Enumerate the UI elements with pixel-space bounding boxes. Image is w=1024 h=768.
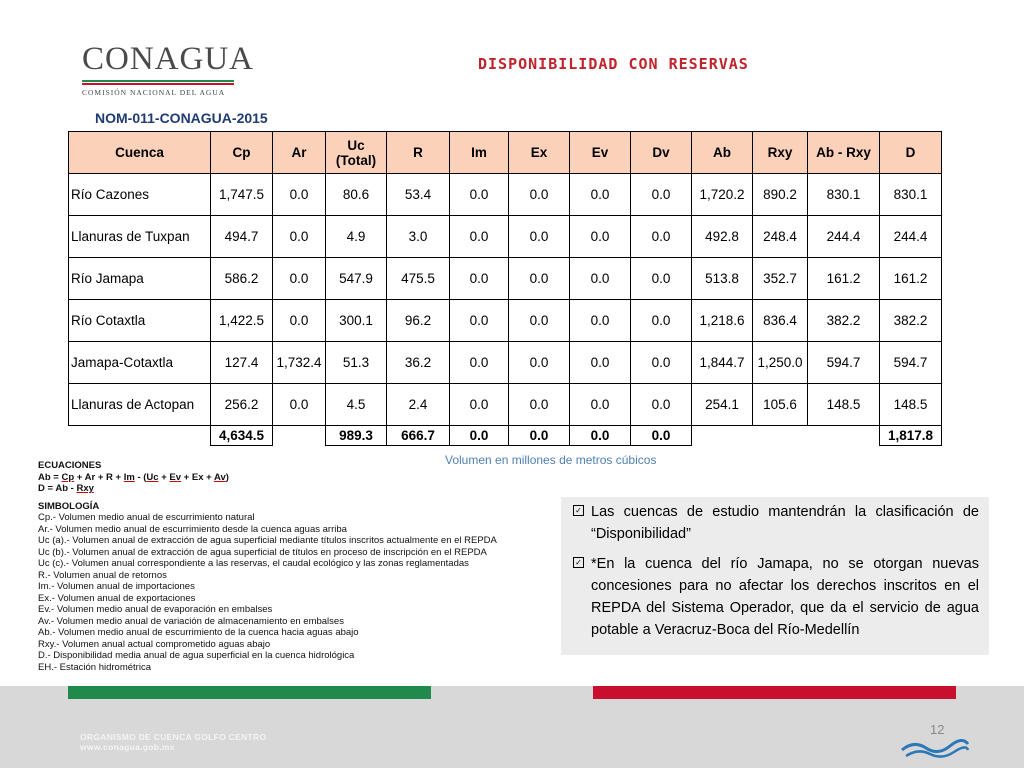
- table-cell: 492.8: [692, 216, 753, 258]
- table-cell: 1,844.7: [692, 342, 753, 384]
- header-dv: Dv: [631, 132, 692, 174]
- table-cell: 0.0: [631, 384, 692, 426]
- table-cell: 0.0: [570, 216, 631, 258]
- total-cell: 0.0: [631, 426, 692, 446]
- notes-box: [561, 497, 989, 655]
- logo-red-line: [82, 83, 234, 85]
- footer-red-bar: [593, 686, 956, 699]
- header-cuenca: Cuenca: [69, 132, 211, 174]
- table-cell: 352.7: [753, 258, 808, 300]
- table-cell: 0.0: [631, 342, 692, 384]
- table-cell: 0.0: [631, 258, 692, 300]
- header-rxy: Rxy: [753, 132, 808, 174]
- table-cell: 0.0: [509, 258, 570, 300]
- table-cell: 382.2: [880, 300, 942, 342]
- total-cell: 666.7: [387, 426, 450, 446]
- table-cell: 161.2: [880, 258, 942, 300]
- equation-d: D = Ab - Rxy: [38, 483, 94, 494]
- symbology-line: D.- Disponibilidad media anual de agua superficial en la cuenca hidrológica: [38, 650, 355, 661]
- symbology-line: EH.- Estación hidrométrica: [38, 661, 151, 673]
- table-cell: 254.1: [692, 384, 753, 426]
- table-cell: 36.2: [387, 342, 450, 384]
- total-cell: [273, 426, 326, 446]
- table-cell: 0.0: [570, 174, 631, 216]
- table-cell: 161.2: [808, 258, 880, 300]
- table-cell: 96.2: [387, 300, 450, 342]
- symbology-line: Av.- Volumen medio anual de variación de almacenamiento en embalses: [38, 615, 344, 627]
- total-cell: [753, 426, 808, 446]
- table-row: [69, 216, 942, 258]
- cell-cuenca: Jamapa-Cotaxtla: [69, 342, 211, 384]
- table-cell: 1,732.4: [273, 342, 326, 384]
- total-cell: 989.3: [326, 426, 387, 446]
- header-ar: Ar: [273, 132, 326, 174]
- table-cell: 53.4: [387, 174, 450, 216]
- cell-cuenca: Río Cazones: [69, 174, 211, 216]
- cell-cuenca: Río Jamapa: [69, 258, 211, 300]
- cell-cuenca: Río Cotaxtla: [69, 300, 211, 342]
- symbology-line: R.- Volumen anual de retornos: [38, 569, 167, 581]
- table-cell: 0.0: [509, 384, 570, 426]
- table-cell: 148.5: [880, 384, 942, 426]
- table-cell: 1,218.6: [692, 300, 753, 342]
- header-cp: Cp: [211, 132, 273, 174]
- norm-label: NOM-011-CONAGUA-2015: [95, 110, 268, 126]
- total-cell: [69, 426, 211, 446]
- total-cell: [692, 426, 753, 446]
- table-cell: 0.0: [509, 174, 570, 216]
- header-uc: Uc (Total): [326, 132, 387, 174]
- footer-organization: [80, 732, 266, 752]
- table-cell: 0.0: [273, 300, 326, 342]
- table-row: [69, 174, 942, 216]
- table-cell: 0.0: [450, 300, 509, 342]
- table-row: [69, 342, 942, 384]
- table-cell: 300.1: [326, 300, 387, 342]
- table-cell: 382.2: [808, 300, 880, 342]
- header-ev: Ev: [570, 132, 631, 174]
- table-header-row: [69, 132, 942, 174]
- slide-title: DISPONIBILIDAD CON RESERVAS: [478, 55, 749, 73]
- total-cell: [808, 426, 880, 446]
- symbology-line: Ev.- Volumen medio anual de evaporación en embalses: [38, 604, 273, 615]
- table-cell: 1,250.0: [753, 342, 808, 384]
- equations-block: [38, 460, 558, 673]
- symbology-list: [38, 512, 558, 673]
- table-cell: 244.4: [880, 216, 942, 258]
- equation-ab: Ab = Cp + Ar + R + Im - (Uc + Ev + Ex + Av): [38, 471, 229, 483]
- table-cell: 0.0: [570, 384, 631, 426]
- table-cell: 830.1: [880, 174, 942, 216]
- header-d: D: [880, 132, 942, 174]
- header-ab: Ab: [692, 132, 753, 174]
- table-cell: 0.0: [273, 258, 326, 300]
- symbology-line: Im.- Volumen anual de importaciones: [38, 581, 195, 592]
- table-cell: 127.4: [211, 342, 273, 384]
- checkbox-bullet-icon: ✓: [573, 557, 584, 568]
- note-item: [573, 501, 979, 545]
- table-cell: 0.0: [273, 174, 326, 216]
- org-website: www.conagua.gob.mx: [80, 742, 175, 752]
- checkbox-bullet-icon: ✓: [573, 505, 584, 516]
- total-cell: 4,634.5: [211, 426, 273, 446]
- table-cell: 0.0: [273, 216, 326, 258]
- wave-logo-icon: [900, 738, 970, 760]
- header-ab-rxy: Ab - Rxy: [808, 132, 880, 174]
- table-cell: 0.0: [450, 384, 509, 426]
- note-text: Las cuencas de estudio mantendrán la clasificación de “Disponibilidad”: [591, 504, 979, 542]
- symbology-line: Uc (b).- Volumen anual de extracción de agua superficial de títulos en proceso de inscripción en el REPDA: [38, 546, 487, 558]
- table-cell: 494.7: [211, 216, 273, 258]
- table-cell: 0.0: [450, 216, 509, 258]
- logo-wordmark: CONAGUA: [82, 41, 254, 77]
- table-cell: 0.0: [509, 300, 570, 342]
- note-text: *En la cuenca del río Jamapa, no se otorgan nuevas concesiones para no afectar los derechos inscritos en el REPDA del Sistema Operador, que da el servicio de agua potable a Veracruz-Boca del Río-Medellín: [591, 556, 979, 638]
- table-cell: 0.0: [570, 300, 631, 342]
- table-cell: 256.2: [211, 384, 273, 426]
- table-cell: 547.9: [326, 258, 387, 300]
- table-cell: 0.0: [509, 216, 570, 258]
- availability-table: [68, 131, 942, 446]
- table-cell: 244.4: [808, 216, 880, 258]
- table-cell: 0.0: [631, 216, 692, 258]
- table-row: [69, 258, 942, 300]
- table-cell: 0.0: [631, 300, 692, 342]
- table-cell: 594.7: [880, 342, 942, 384]
- table-cell: 51.3: [326, 342, 387, 384]
- table-cell: 4.5: [326, 384, 387, 426]
- table-cell: 830.1: [808, 174, 880, 216]
- total-cell: 0.0: [570, 426, 631, 446]
- total-cell: 1,817.8: [880, 426, 942, 446]
- table-cell: 0.0: [450, 258, 509, 300]
- table-cell: 0.0: [570, 342, 631, 384]
- table-cell: 80.6: [326, 174, 387, 216]
- table-cell: 0.0: [450, 174, 509, 216]
- symbology-line: Ab.- Volumen medio anual de escurrimiento de la cuenca hacia aguas abajo: [38, 627, 359, 638]
- note-item: [573, 553, 979, 641]
- table-cell: 475.5: [387, 258, 450, 300]
- table-cell: 0.0: [570, 258, 631, 300]
- cell-cuenca: Llanuras de Actopan: [69, 384, 211, 426]
- symbology-line: Ar.- Volumen medio anual de escurrimiento desde la cuenca aguas arriba: [38, 523, 347, 535]
- table-cell: 148.5: [808, 384, 880, 426]
- table-cell: 594.7: [808, 342, 880, 384]
- table-cell: 513.8: [692, 258, 753, 300]
- table-cell: 248.4: [753, 216, 808, 258]
- table-cell: 4.9: [326, 216, 387, 258]
- conagua-logo: [68, 33, 254, 97]
- table-cell: 586.2: [211, 258, 273, 300]
- table-cell: 1,720.2: [692, 174, 753, 216]
- page-number: 12: [930, 722, 945, 737]
- symbology-line: Ex.- Volumen anual de exportaciones: [38, 592, 196, 604]
- table-row: [69, 300, 942, 342]
- table-caption: Volumen en millones de metros cúbicos: [445, 453, 657, 467]
- footer-green-bar: [68, 686, 431, 699]
- symbology-line: Uc (c).- Volumen anual correspondiente a las reservas, el caudal ecológico y las zonas reglamentadas: [38, 558, 469, 569]
- table-cell: 0.0: [509, 342, 570, 384]
- table-cell: 1,422.5: [211, 300, 273, 342]
- totals-row: [69, 426, 942, 446]
- symbology-line: Rxy.- Volumen anual actual comprometido aguas abajo: [38, 638, 271, 650]
- header-im: Im: [450, 132, 509, 174]
- symbology-line: Cp.- Volumen medio anual de escurrimiento natural: [38, 512, 255, 523]
- table-cell: 1,747.5: [211, 174, 273, 216]
- total-cell: 0.0: [509, 426, 570, 446]
- table-cell: 105.6: [753, 384, 808, 426]
- symbology-line: Uc (a).- Volumen anual de extracción de agua superficial mediante títulos inscritos actualmente en el REPDA: [38, 535, 497, 546]
- logo-green-line: [82, 80, 234, 82]
- total-cell: 0.0: [450, 426, 509, 446]
- table-cell: 2.4: [387, 384, 450, 426]
- header-r: R: [387, 132, 450, 174]
- table-cell: 0.0: [450, 342, 509, 384]
- header-ex: Ex: [509, 132, 570, 174]
- logo-subtitle: COMISIÓN NACIONAL DEL AGUA: [82, 88, 226, 97]
- table-cell: 0.0: [273, 384, 326, 426]
- table-cell: 3.0: [387, 216, 450, 258]
- symbology-heading: SIMBOLOGÍA: [38, 500, 100, 512]
- table-cell: 0.0: [631, 174, 692, 216]
- org-name: ORGANISMO DE CUENCA GOLFO CENTRO: [80, 732, 267, 742]
- table-cell: 836.4: [753, 300, 808, 342]
- table-cell: 890.2: [753, 174, 808, 216]
- equations-heading: ECUACIONES: [38, 460, 102, 471]
- cell-cuenca: Llanuras de Tuxpan: [69, 216, 211, 258]
- table-row: [69, 384, 942, 426]
